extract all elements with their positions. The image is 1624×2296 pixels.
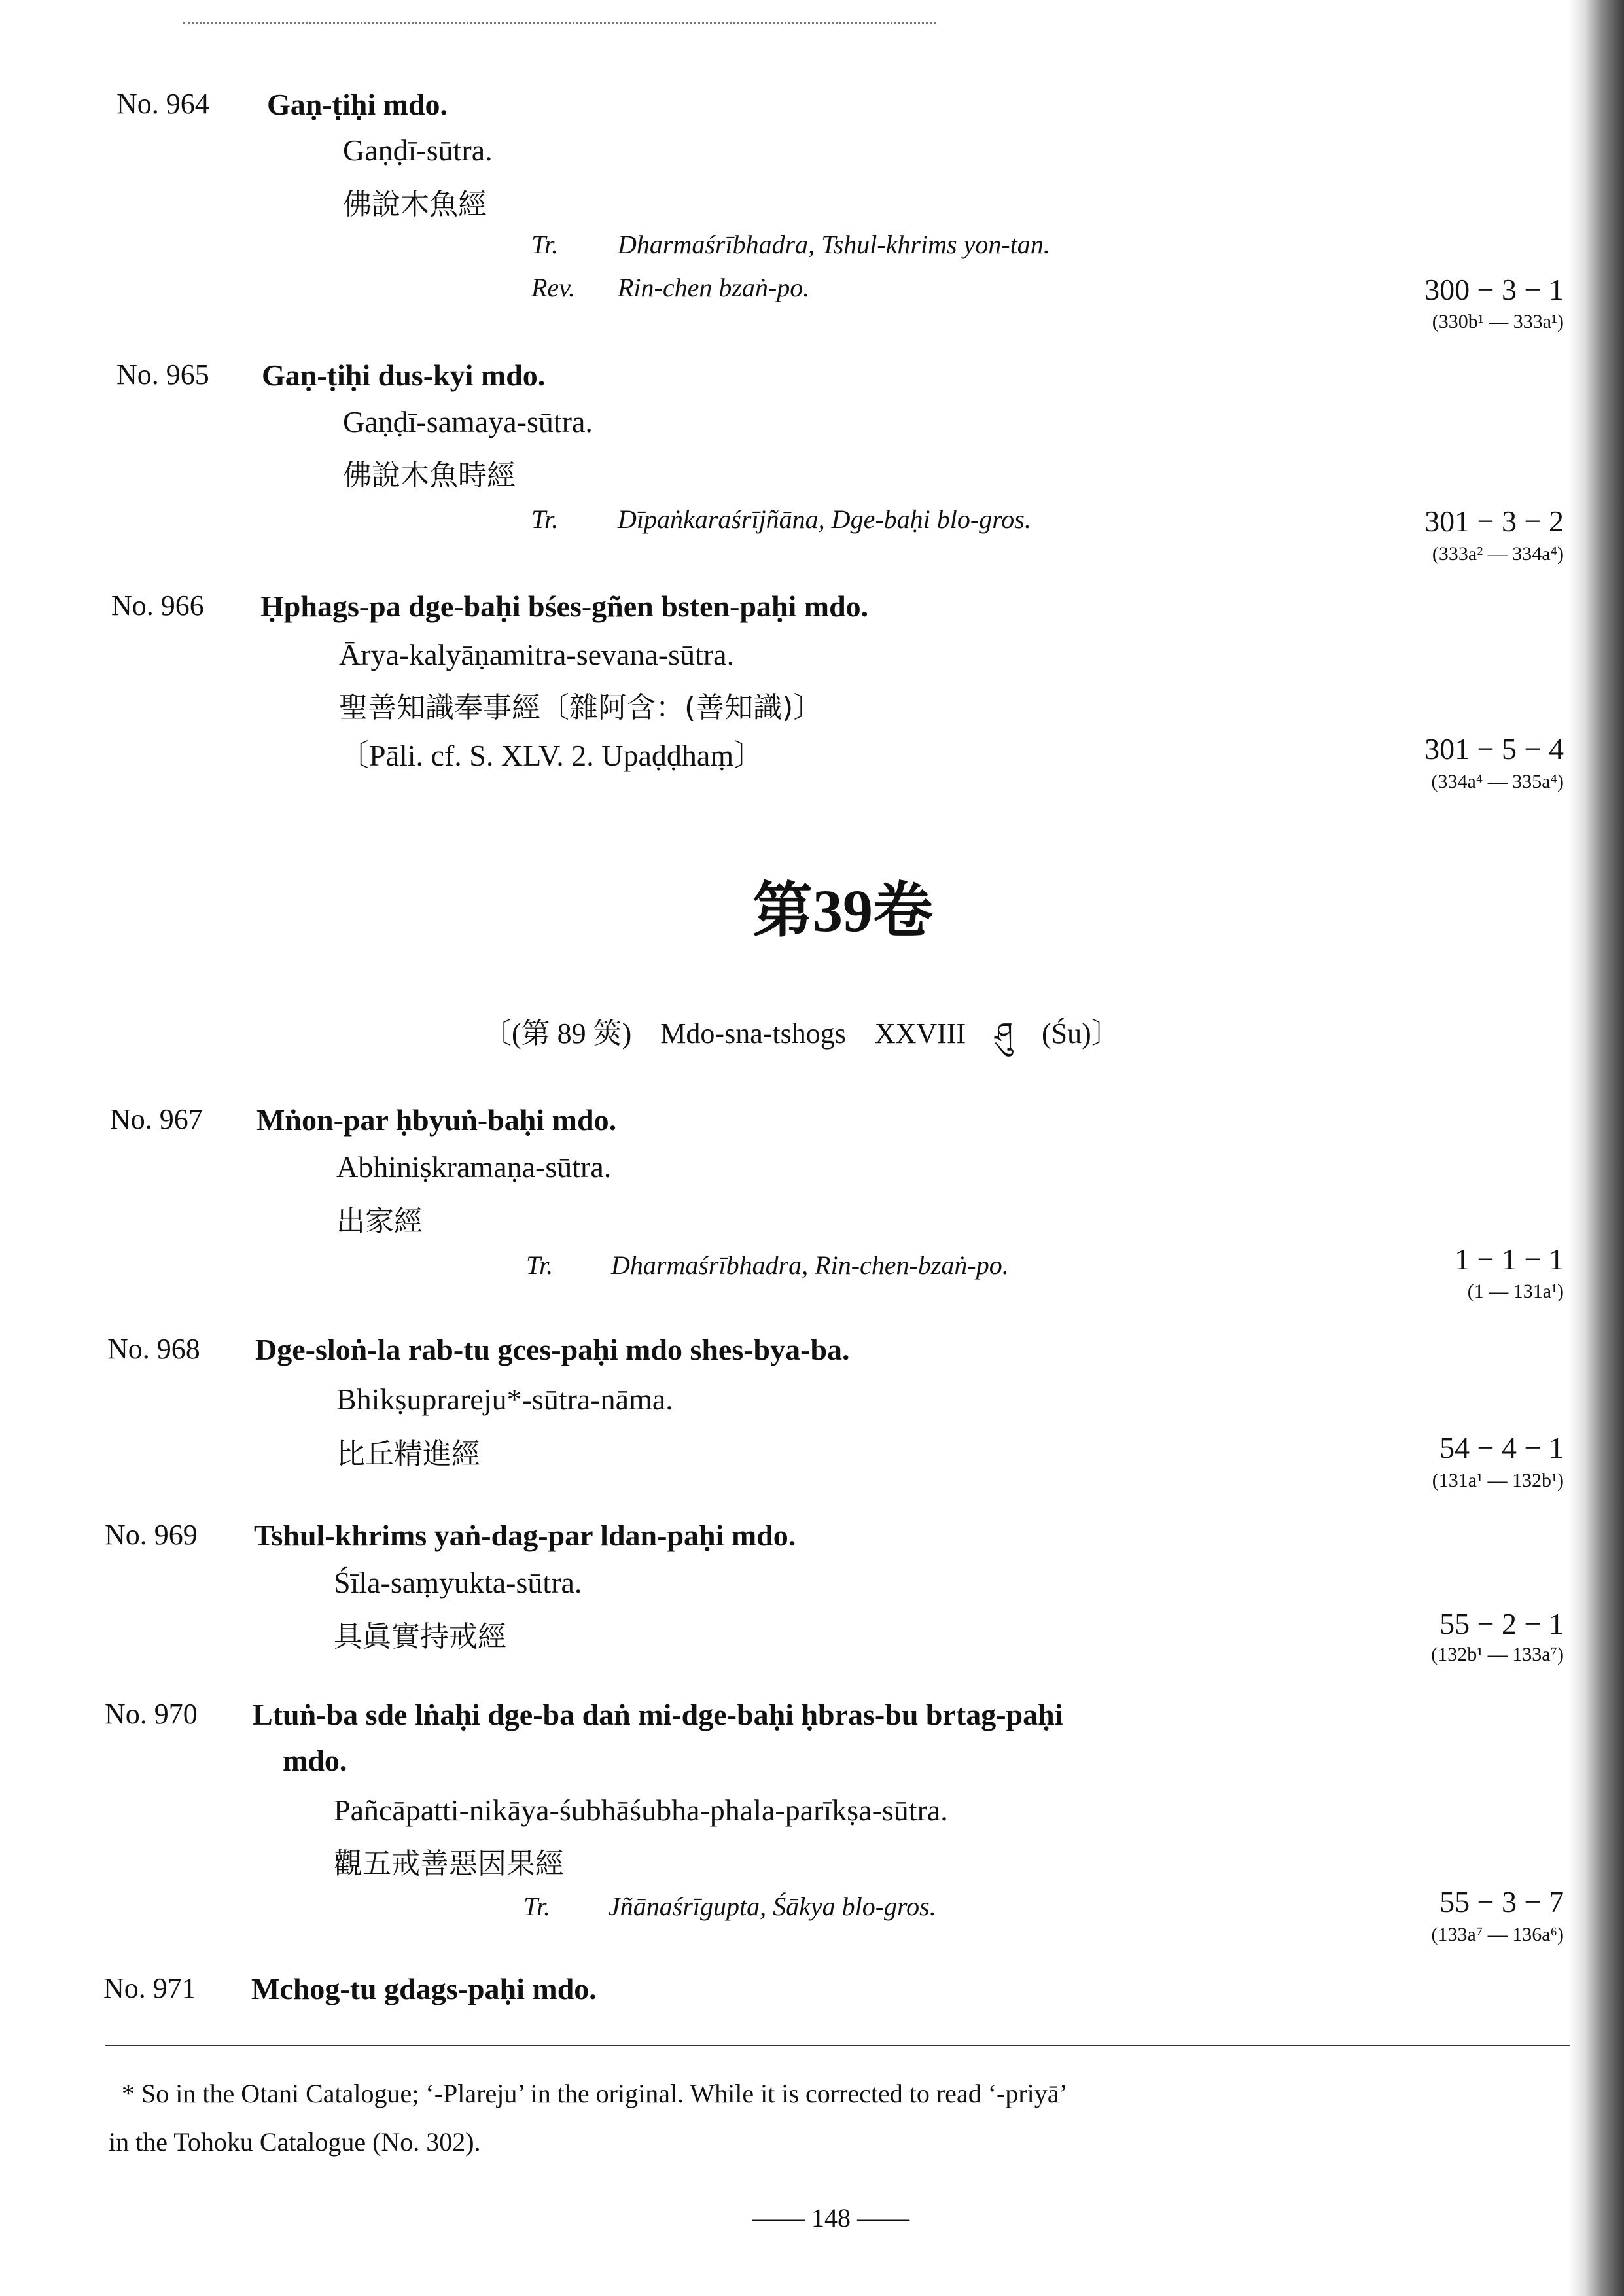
folio-reference: 1 − 1 − 1 — [1455, 1243, 1564, 1276]
entry-sanskrit: Bhikṣuprareju*-sūtra-nāma. — [336, 1383, 673, 1416]
entry-chinese: 佛說木魚經 — [343, 188, 487, 221]
entry-number: No. 966 — [111, 590, 204, 622]
translator-label: Tr. — [531, 230, 559, 259]
translator: Dharmaśrībhadra, Tshul-khrims yon-tan. — [618, 230, 1050, 259]
entry-number: No. 965 — [116, 359, 209, 391]
translator-label: Tr. — [523, 1892, 551, 1921]
entry-sanskrit: Ārya-kalyāṇamitra-sevana-sūtra. — [339, 638, 735, 671]
page-edge-shadow — [1568, 0, 1624, 2296]
entry-title: Gaṇ-ṭiḥi dus-kyi mdo. — [262, 359, 546, 392]
translator: Jñānaśrīgupta, Śākya blo-gros. — [609, 1892, 936, 1921]
translator: Dīpaṅkaraśrījñāna, Dge-baḥi blo-gros. — [618, 504, 1031, 534]
cropped-previous-line — [183, 8, 936, 24]
entry-title: Tshul-khrims yaṅ-dag-par ldan-paḥi mdo. — [254, 1519, 796, 1552]
entry-title: Mṅon-par ḥbyuṅ-baḥi mdo. — [256, 1103, 617, 1137]
folio-reference: 301 − 3 − 2 — [1424, 504, 1564, 538]
entry-sanskrit: Gaṇḍī-samaya-sūtra. — [343, 405, 593, 438]
entry-title: Mchog-tu gdags-paḥi mdo. — [251, 1972, 597, 2005]
entry-number: No. 964 — [116, 88, 209, 120]
entry-pali-reference: 〔Pāli. cf. S. XLV. 2. Upaḍḍhaṃ〕 — [339, 739, 764, 772]
folio-range: (333a² — 334a⁴) — [1432, 543, 1564, 565]
entry-number: No. 968 — [107, 1333, 200, 1365]
entry-title: Ltuṅ-ba sde lṅaḥi dge-ba daṅ mi-dge-baḥi ḥbras-bu brtag-paḥi — [253, 1698, 1063, 1731]
translator-label: Tr. — [531, 504, 559, 534]
folio-reference: 301 − 5 − 4 — [1424, 732, 1564, 766]
footnote-rule — [105, 2045, 1570, 2046]
entry-number: No. 970 — [105, 1698, 198, 1730]
entry-sanskrit: Śīla-saṃyukta-sūtra. — [334, 1566, 582, 1599]
folio-range: (131a¹ — 132b¹) — [1432, 1470, 1564, 1491]
entry-title-continuation: mdo. — [283, 1744, 347, 1777]
reviser: Rin-chen bzaṅ-po. — [618, 273, 810, 302]
entry-title: Dge-sloṅ-la rab-tu gces-paḥi mdo shes-bya-ba. — [255, 1333, 850, 1366]
entry-chinese: 比丘精進經 — [336, 1438, 480, 1471]
entry-chinese: 出家經 — [336, 1205, 423, 1238]
footnote-line-1: * So in the Otani Catalogue; ‘-Plareju’ in the original. While it is corrected to read ‘-priyā’ — [122, 2079, 1068, 2108]
folio-reference: 54 − 4 − 1 — [1439, 1431, 1564, 1464]
entry-title: Gaṇ-ṭiḥi mdo. — [267, 88, 448, 121]
folio-reference: 300 − 3 − 1 — [1424, 273, 1564, 306]
entry-sanskrit: Abhiniṣkramaṇa-sūtra. — [336, 1150, 612, 1184]
entry-title: Ḥphags-pa dge-baḥi bśes-gñen bsten-paḥi mdo. — [260, 590, 869, 623]
entry-number: No. 971 — [103, 1972, 196, 2004]
folio-range: (334a⁴ — 335a⁴) — [1431, 771, 1564, 792]
entry-sanskrit: Gaṇḍī-sūtra. — [343, 133, 493, 167]
volume-heading: 第39卷 — [752, 877, 934, 944]
folio-range: (1 — 131a¹) — [1467, 1280, 1564, 1302]
entry-number: No. 967 — [110, 1103, 203, 1135]
footnote-line-2: in the Tohoku Catalogue (No. 302). — [109, 2127, 481, 2157]
reviser-label: Rev. — [531, 273, 575, 302]
translator-label: Tr. — [526, 1250, 554, 1280]
entry-number: No. 969 — [105, 1519, 198, 1551]
entry-chinese: 佛說木魚時經 — [343, 459, 516, 492]
entry-chinese: 具眞實持戒經 — [334, 1620, 506, 1653]
folio-range: (330b¹ — 333a¹) — [1432, 311, 1564, 332]
folio-range: (133a⁷ — 136a⁶) — [1431, 1924, 1564, 1945]
translator: Dharmaśrībhadra, Rin-chen-bzaṅ-po. — [611, 1250, 1009, 1280]
section-heading: 〔(第 89 筴) Mdo-sna-tshogs XXVIII ཤུ (Śu)〕 — [483, 1017, 1120, 1050]
folio-reference: 55 − 2 − 1 — [1439, 1607, 1564, 1640]
folio-range: (132b¹ — 133a⁷) — [1431, 1644, 1564, 1665]
entry-sanskrit: Pañcāpatti-nikāya-śubhāśubha-phala-parīkṣa-sūtra. — [334, 1793, 948, 1827]
entry-chinese: 觀五戒善惡因果經 — [334, 1847, 564, 1881]
page-number: —— 148 —— — [752, 2203, 909, 2233]
folio-reference: 55 − 3 − 7 — [1439, 1885, 1564, 1918]
entry-chinese: 聖善知識奉事經〔雜阿含：(善知識)〕 — [339, 691, 822, 724]
